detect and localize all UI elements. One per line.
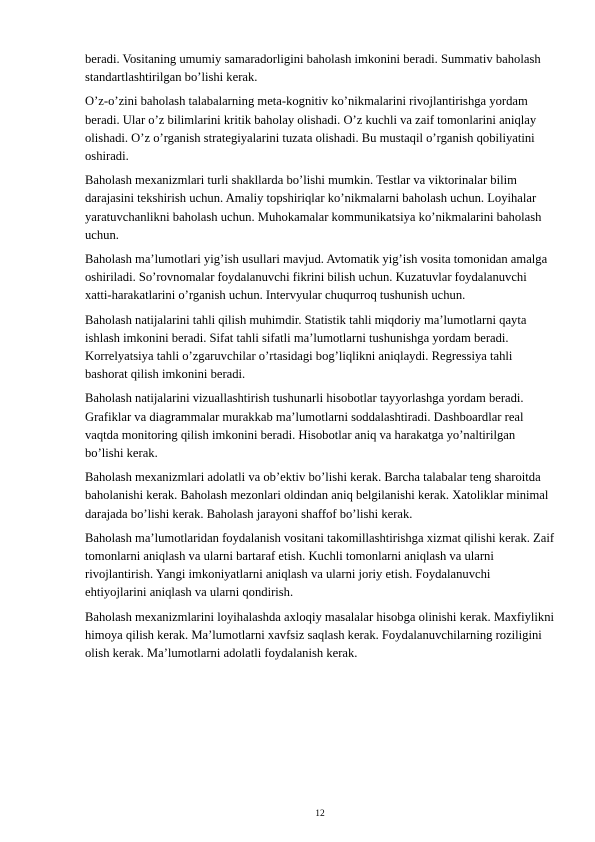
paragraph-5: Baholash natijalarini tahli qilish muhimdir. Statistik tahli miqdoriy ma’lumotlarni qayta ishlash imkonini beradi. Sifat tahli sifatli ma’lumotlarni tushunishga yordam beradi. Korrelyatsiya tahli o’zgaruvchilar o’rtasidagi bog’liqlikni aniqlaydi. Regressiya tahli bashorat qilish imkonini beradi. — [85, 312, 527, 382]
paragraph-7: Baholash mexanizmlari adolatli va ob’ektiv bo’lishi kerak. Barcha talabalar teng sharoitda baholanishi kerak. Baholash mezonlari oldindan aniq belgilanishi kerak. Xatoliklar minimal darajada bo’lishi kerak. Baholash jarayoni shaffof bo’lishi kerak. — [85, 470, 549, 521]
page-content — [85, 50, 555, 668]
page-number: 12 — [315, 809, 325, 819]
paragraph-2: O’z-o’zini baholash talabalarning meta-kognitiv ko’nikmalarini rivojlantirishga yordam beradi. Ular o’z bilimlarini kritik baholay olishadi. O’z kuchli va zaif tomonlarini aniqlay olishadi. O’z o’rganish strategiyalarini tuzata olishadi. Bu mustaqil o’rganish qobiliyatini oshiradi. — [85, 94, 537, 164]
paragraph-1: beradi. Vositaning umumiy samaradorligini baholash imkonini beradi. Summativ baholash standartlashtirilgan bo’lishi kerak. — [85, 52, 541, 85]
paragraph-6: Baholash natijalarini vizuallashtirish tushunarli hisobotlar tayyorlashga yordam beradi. Grafiklar va diagrammalar murakkab ma’lumotlarni soddalashtiradi. Dashboardlar real vaqtda monitoring qilish imkonini beradi. Hisobotlar aniq va harakatga yo’naltirilgan bo’lishi kerak. — [85, 391, 524, 461]
paragraph-9: Baholash mexanizmlarini loyihalashda axloqiy masalalar hisobga olinishi kerak. Maxfiylikni himoya qilish kerak. Ma’lumotlarni xavfsiz saqlash kerak. Foydalanuvchilarning roziligini olish kerak. Ma’lumotlarni adolatli foydalanish kerak. — [85, 609, 555, 661]
paragraph-3: Baholash mexanizmlari turli shakllarda bo’lishi mumkin. Testlar va viktorinalar bilim darajasini tekshirish uchun. Amaliy topshiriqlar ko’nikmalarni baholash uchun. Loyihalar yaratuvchanlikni baholash uchun. Muhokamalar kommunikatsiya ko’nikmalarini baholash uchun. — [85, 173, 542, 242]
paragraph-4: Baholash ma’lumotlari yig’ish usullari mavjud. Avtomatik yig’ish vosita tomonidan amalga oshiriladi. So’rovnomalar foydalanuvchi fikrini bilish uchun. Kuzatuvlar foydalanuvchi xatti-harakatlarini o’rganish uchun. Intervyular chuqurroq tushunish uchun. — [85, 252, 548, 303]
paragraph-8: Baholash ma’lumotlaridan foydalanish vositani takomillashtirishga xizmat qilishi kerak. Zaif tomonlarni aniqlash va ularni bartaraf etish. Kuchli tomonlarni aniqlash va ularni rivojlantirish. Yangi imkoniyatlarni aniqlash va ularni joriy etish. Foydalanuvchi ehtiyojlarini aniqlash va ularni qondirish. — [85, 530, 555, 600]
